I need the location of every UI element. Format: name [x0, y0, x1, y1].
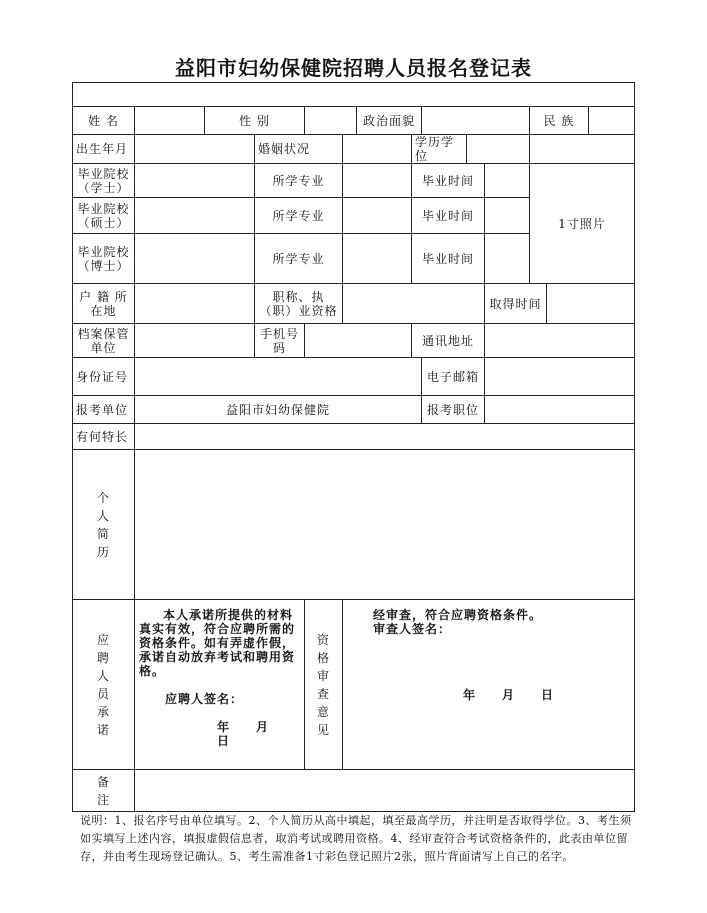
- label-major-bachelor: 所学专业: [255, 164, 343, 198]
- input-title-qual[interactable]: [343, 284, 485, 324]
- label-school-doctor: 毕业院校（博士）: [73, 234, 135, 284]
- label-gradtime-doctor: 毕业时间: [412, 234, 485, 284]
- registration-form-table: [72, 82, 635, 812]
- input-marital[interactable]: [343, 135, 412, 164]
- input-apply-post[interactable]: [485, 396, 635, 424]
- input-hukou[interactable]: [135, 284, 255, 324]
- input-specialty[interactable]: [135, 424, 635, 450]
- input-ethnicity[interactable]: [589, 107, 635, 135]
- pledge-sign: 应聘人签名：: [165, 692, 244, 706]
- input-school-bachelor[interactable]: [135, 164, 255, 198]
- input-major-doctor[interactable]: [343, 234, 412, 284]
- label-major-doctor: 所学专业: [255, 234, 343, 284]
- label-pledge: 应聘人员承诺: [73, 600, 135, 770]
- input-address[interactable]: [485, 324, 635, 358]
- apply-unit-value: 益阳市妇幼保健院: [135, 396, 422, 424]
- label-remarks: 备注: [73, 770, 135, 812]
- label-major-master: 所学专业: [255, 198, 343, 234]
- label-title-qual: 职称、执（职）业资格: [255, 284, 343, 324]
- label-gradtime-master: 毕业时间: [412, 198, 485, 234]
- input-mobile[interactable]: [305, 324, 412, 358]
- input-obtain-time[interactable]: [547, 284, 635, 324]
- page-title: 益阳市妇幼保健院招聘人员报名登记表: [175, 56, 532, 80]
- input-school-master[interactable]: [135, 198, 255, 234]
- pledge-cell: [135, 600, 305, 770]
- pledge-text: 本人承诺所提供的材料真实有效，符合应聘所需的资格条件。如有弄虚作假，承诺自动放弃考试和聘用资格。: [139, 608, 296, 678]
- label-email: 电子邮箱: [422, 358, 485, 396]
- label-resume: 个人简历: [73, 450, 135, 600]
- notes-text: 说明：1、报名序号由单位填写。2、个人简历从高中填起，填至最高学历，并注明是否取得学位。3、考生须如实填写上述内容，填报虚假信息者，取消考试或聘用资格。4、经审查符合考试资格条件的，此表由单位留存，并由考生现场登记确认。5、考生需准备1寸彩色登记照片2张，照片背面请写上自己的名字。: [80, 814, 632, 863]
- review-date: 年 月 日: [463, 688, 555, 702]
- label-id-number: 身份证号: [73, 358, 135, 396]
- label-gender: 性 别: [205, 107, 305, 135]
- label-review: 资格审查意见: [305, 600, 343, 770]
- input-education[interactable]: [467, 135, 530, 164]
- label-hukou: 户 籍 所在地: [73, 284, 135, 324]
- label-gradtime-bachelor: 毕业时间: [412, 164, 485, 198]
- input-archive[interactable]: [135, 324, 255, 358]
- input-school-doctor[interactable]: [135, 234, 255, 284]
- label-specialty: 有何特长: [73, 424, 135, 450]
- input-education-extra[interactable]: [530, 135, 635, 164]
- label-education: 学历学位: [412, 135, 467, 164]
- review-text: 经审查，符合应聘资格条件。: [373, 608, 543, 622]
- input-gender[interactable]: [305, 107, 357, 135]
- top-blank-row: [73, 83, 635, 107]
- label-archive: 档案保管单位: [73, 324, 135, 358]
- label-school-bachelor: 毕业院校（学士）: [73, 164, 135, 198]
- label-apply-unit: 报考单位: [73, 396, 135, 424]
- input-id-number[interactable]: [135, 358, 422, 396]
- label-apply-post: 报考职位: [422, 396, 485, 424]
- input-gradtime-doctor[interactable]: [485, 234, 530, 284]
- label-birth: 出生年月: [73, 135, 135, 164]
- input-name[interactable]: [135, 107, 205, 135]
- input-gradtime-bachelor[interactable]: [485, 164, 530, 198]
- label-name: 姓 名: [73, 107, 135, 135]
- label-political: 政治面貌: [357, 107, 422, 135]
- review-sign: 审查人签名：: [373, 622, 452, 636]
- input-major-master[interactable]: [343, 198, 412, 234]
- label-mobile: 手机号码: [255, 324, 305, 358]
- photo-box[interactable]: 1寸照片: [530, 164, 635, 284]
- input-major-bachelor[interactable]: [343, 164, 412, 198]
- input-gradtime-master[interactable]: [485, 198, 530, 234]
- label-address: 通讯地址: [412, 324, 485, 358]
- pledge-date: 年 月 日: [217, 720, 296, 748]
- label-marital: 婚姻状况: [255, 135, 343, 164]
- input-resume[interactable]: [135, 450, 635, 600]
- input-birth[interactable]: [135, 135, 255, 164]
- input-email[interactable]: [485, 358, 635, 396]
- review-cell: [343, 600, 635, 770]
- label-obtain-time: 取得时间: [485, 284, 547, 324]
- input-remarks[interactable]: [135, 770, 635, 812]
- label-ethnicity: 民 族: [530, 107, 589, 135]
- input-political[interactable]: [422, 107, 530, 135]
- label-school-master: 毕业院校（硕士）: [73, 198, 135, 234]
